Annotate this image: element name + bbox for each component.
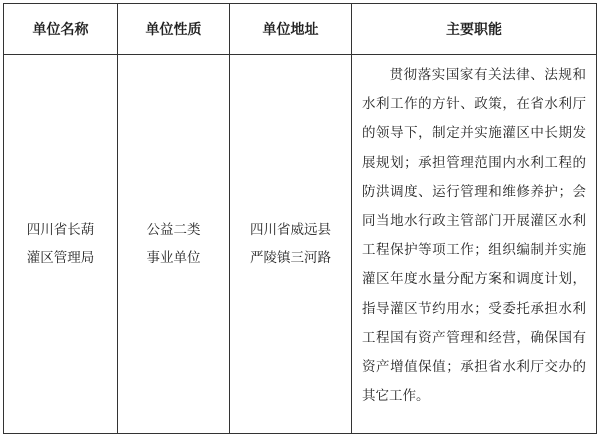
header-unit-name: 单位名称 bbox=[4, 4, 118, 55]
header-unit-nature: 单位性质 bbox=[118, 4, 230, 55]
unit-name-line-2: 灌区管理局 bbox=[26, 250, 95, 266]
header-unit-address: 单位地址 bbox=[230, 4, 352, 55]
unit-nature-line-1: 公益二类 bbox=[146, 222, 201, 238]
header-main-duties: 主要职能 bbox=[352, 4, 597, 55]
unit-address-line-2: 严陵镇三河路 bbox=[250, 250, 331, 266]
main-duties-text: 贯彻落实国家有关法律、法规和水利工作的方针、政策，在省水利厅的领导下，制定并实施灌区中长期发展规划；承担管理范围内水利工程的防洪调度、运行管理和维修养护；会同当地水行政主管部门开展灌区水利工程保护等项工作；组织编制并实施灌区年度水量分配方案和调度计划，指导灌区节约用水；受委托承担水利工程国有资产管理和经营，确保国有资产增值保值；承担省水利厅交办的其它工作。 bbox=[362, 67, 586, 405]
cell-unit-nature bbox=[118, 55, 230, 434]
unit-address-line-1: 四川省威远县 bbox=[250, 222, 331, 238]
unit-info-table bbox=[3, 3, 597, 434]
cell-unit-name bbox=[4, 55, 118, 434]
unit-name-line-1: 四川省长葫 bbox=[26, 222, 95, 238]
table-row bbox=[4, 55, 597, 434]
header-row bbox=[4, 4, 597, 55]
cell-unit-address bbox=[230, 55, 352, 434]
unit-nature-line-2: 事业单位 bbox=[146, 250, 201, 266]
cell-main-duties bbox=[352, 55, 597, 434]
